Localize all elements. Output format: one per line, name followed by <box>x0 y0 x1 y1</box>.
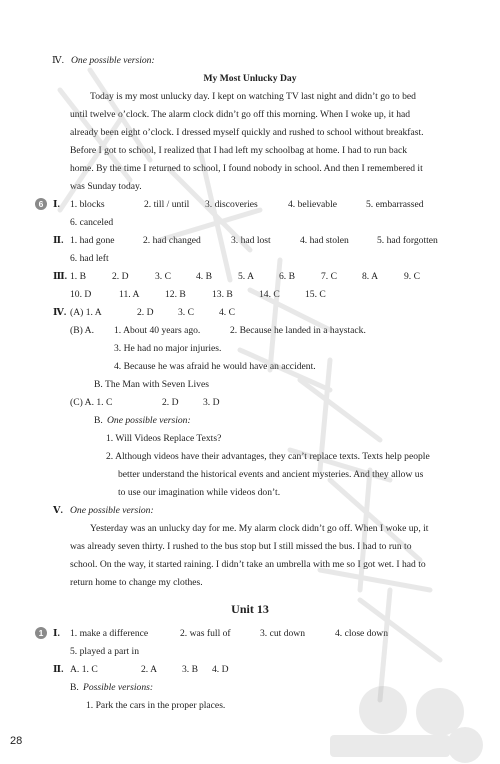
answer-item: 3. B <box>182 664 198 675</box>
answer-item: B. <box>70 682 79 693</box>
answer-item: 13. B <box>212 289 233 300</box>
paragraph-line: was already seven thirty. I rushed to the bus stop but I still missed the bus. I had to run to <box>70 541 412 552</box>
answer-item: 3. He had no major injuries. <box>114 343 222 354</box>
answer-item: 8. A <box>362 271 378 282</box>
story-line: until twelve o’clock. The alarm clock didn’t go off this morning. When I woke up, it had <box>70 109 411 120</box>
answer-item: 2. till / until <box>144 199 190 210</box>
answer-item: 1. had gone <box>70 235 115 246</box>
answer-item: 6. B <box>279 271 295 282</box>
answer-item: 15. C <box>305 289 326 300</box>
answer-item: 2. Although videos have their advantages, they can’t replace texts. Texts help people <box>106 451 430 462</box>
story-title: My Most Unlucky Day <box>203 73 297 84</box>
answer-item: 12. B <box>165 289 186 300</box>
answer-item: to use our imagination while videos don’t. <box>118 487 281 498</box>
answer-item: 5. embarrassed <box>366 199 424 210</box>
answer-item: (B) A. <box>70 325 94 336</box>
answer-item: (A) 1. A <box>70 307 102 318</box>
answer-item: 5. played a part in <box>70 646 139 657</box>
story-line: Before I got to school, I realized that I had left my schoolbag at home. I had to run back <box>70 145 408 156</box>
answer-item: 2. D <box>112 271 129 282</box>
answer-item: 3. discoveries <box>205 199 258 210</box>
answer-item: 5. had forgotten <box>377 235 438 246</box>
answer-item: 2. Because he landed in a haystack. <box>230 325 366 336</box>
answer-item: A. 1. C <box>70 664 98 675</box>
answer-item: 3. C <box>178 307 194 318</box>
answer-item: 4. had stolen <box>300 235 349 246</box>
answer-item: 2. had changed <box>143 235 201 246</box>
answer-item: 4. Because he was afraid he would have an accident. <box>114 361 316 372</box>
answer-item: 9. C <box>404 271 420 282</box>
unit-13-section-number: 1 <box>35 627 47 639</box>
answer-item: 4. D <box>212 664 229 675</box>
answer-item: 7. C <box>321 271 337 282</box>
answer-item: 3. D <box>203 397 220 408</box>
answer-item: 3. C <box>155 271 171 282</box>
answer-item: 1. B <box>70 271 86 282</box>
s6-part-5-label: Ⅴ. <box>53 505 63 516</box>
answer-item: 14. C <box>259 289 280 300</box>
version-label: One possible version: <box>70 505 154 516</box>
answer-item: (C) A. 1. C <box>70 397 113 408</box>
u13-part-2-label: Ⅱ. <box>53 664 64 675</box>
answer-item: better understand the historical events and ancient mysteries. And they allow us <box>118 469 424 480</box>
s6-part-4-label: Ⅳ. <box>53 307 67 318</box>
answer-item: 5. A <box>238 271 254 282</box>
paragraph-line: Yesterday was an unlucky day for me. My alarm clock didn’t go off. When I woke up, it <box>90 523 429 534</box>
section-4-version: One possible version: <box>71 55 155 66</box>
answer-item: 4. C <box>219 307 235 318</box>
answer-item: 11. A <box>119 289 140 300</box>
answer-item: 1. blocks <box>70 199 105 210</box>
story-line: home. By the time I returned to school, I found nobody in school. And then I remembered it <box>70 163 423 174</box>
answer-item: 2. D <box>137 307 154 318</box>
answer-item: 4. B <box>196 271 212 282</box>
answer-item: B. The Man with Seven Lives <box>94 379 209 390</box>
s6-part-2-label: Ⅱ. <box>53 235 64 246</box>
answer-item: 1. About 40 years ago. <box>114 325 201 336</box>
page-number: 28 <box>10 735 23 747</box>
answer-item: 10. D <box>70 289 92 300</box>
story-line: Today is my most unlucky day. I kept on watching TV last night and didn’t go to bed <box>90 91 416 102</box>
story-line: was Sunday today. <box>70 181 142 192</box>
answer-item: 6. canceled <box>70 217 114 228</box>
unit-title: Unit 13 <box>231 602 269 616</box>
answer-item: 2. was full of <box>180 628 231 639</box>
answer-item: 4. believable <box>288 199 338 210</box>
answer-item: 6. had left <box>70 253 109 264</box>
answer-item: 1. Park the cars in the proper places. <box>86 700 226 711</box>
answer-item: 3. cut down <box>260 628 306 639</box>
answer-item: 1. make a difference <box>70 628 149 639</box>
paragraph-line: return home to change my clothes. <box>70 577 203 588</box>
version-label: One possible version: <box>107 415 191 426</box>
s6-part-1-label: Ⅰ. <box>53 199 60 210</box>
paragraph-line: school. On the way, it started raining. I didn’t take an umbrella with me so I got wet. I had to <box>70 559 426 570</box>
answer-item: 2. D <box>162 397 179 408</box>
s6-part-3-label: Ⅲ. <box>53 271 68 282</box>
version-label: Possible versions: <box>83 682 154 693</box>
section-6-number: 6 <box>35 198 47 210</box>
answer-item: 2. A <box>141 664 157 675</box>
story-line: already been eight o’clock. I dressed myself quickly and rushed to school without breakfast. <box>70 127 424 138</box>
answer-item: 1. Will Videos Replace Texts? <box>106 433 222 444</box>
u13-part-1-label: Ⅰ. <box>53 628 60 639</box>
answer-item: 3. had lost <box>231 235 271 246</box>
answer-item: 4. close down <box>335 628 389 639</box>
answer-item: B. <box>94 415 103 426</box>
section-4-label: Ⅳ. <box>52 55 64 66</box>
